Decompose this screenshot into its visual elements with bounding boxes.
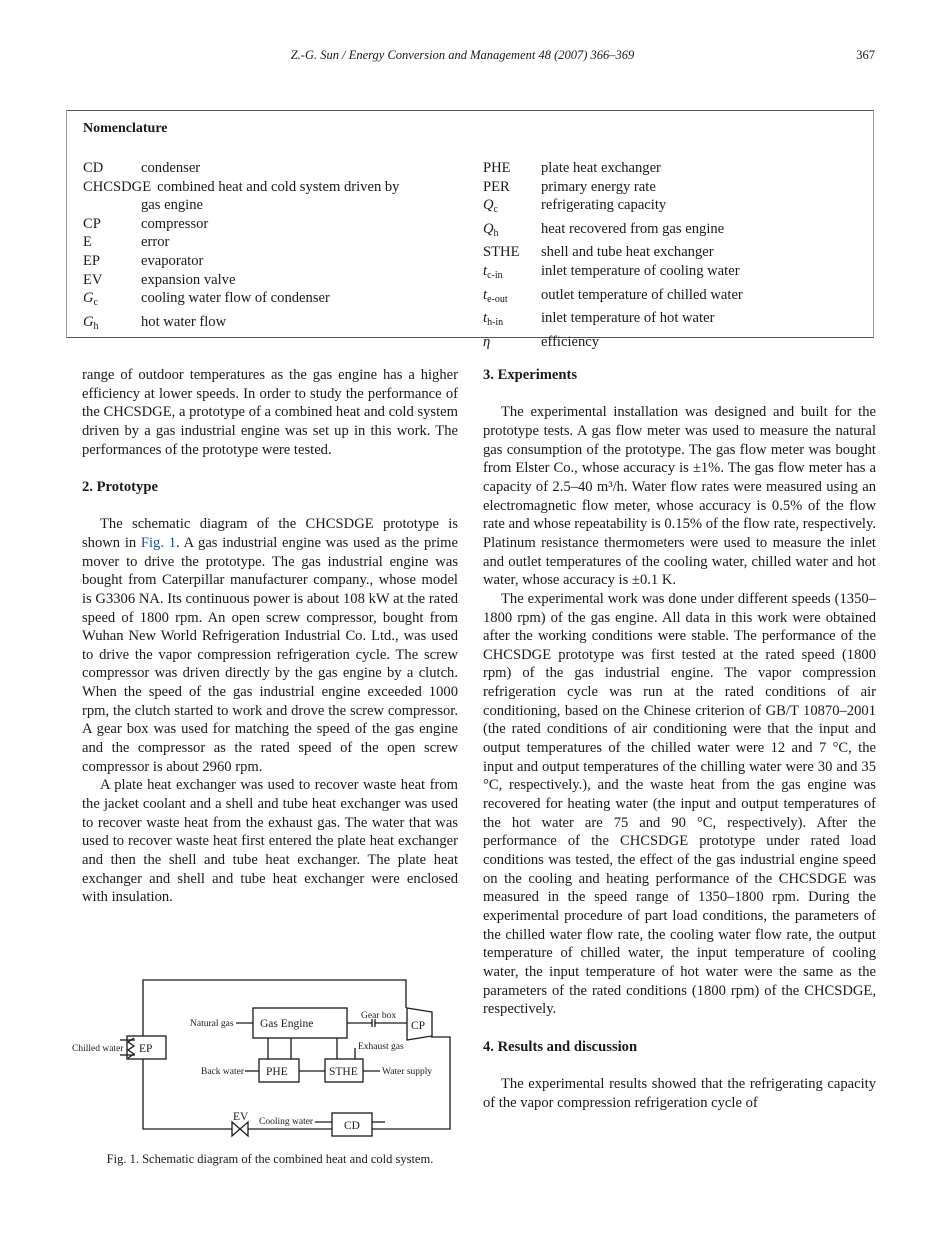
nomenclature-symbol: STHE <box>483 244 520 261</box>
nomenclature-description: inlet temperature of hot water <box>541 310 715 327</box>
label-back-water: Back water <box>201 1067 244 1077</box>
label-gas-engine: Gas Engine <box>260 1018 314 1030</box>
right-column <box>483 366 876 1112</box>
nomenclature-symbol: $t_{c-in}$ <box>483 262 503 281</box>
nomenclature-symbol: E <box>83 234 92 251</box>
label-gear-box: Gear box <box>361 1011 397 1021</box>
label-natural-gas: Natural gas <box>190 1019 234 1029</box>
fig1-link[interactable]: Fig. 1 <box>140 534 177 551</box>
nomenclature-description-continued: gas engine <box>141 197 204 214</box>
nomenclature-description: compressor <box>141 215 209 232</box>
prototype-paragraph-2: A plate heat exchanger was used to recover waste heat from the jacket coolant and a shell and tube heat exchanger was used to recover waste heat from the exhaust gas. The water that was used to recover waste heat first entered the plate heat exchanger and then the shell and tube heat exchanger. The plate heat exchanger and shell and tube heat exchanger were enclosed with insulation. <box>82 777 458 906</box>
label-exhaust-gas: Exhaust gas <box>358 1042 404 1052</box>
page-number: 367 <box>856 48 875 62</box>
nomenclature-symbol: PHE <box>483 160 511 176</box>
nomenclature-symbol: $t_{e-out}$ <box>483 286 508 305</box>
text: The schematic diagram of the CHCSDGE prototype is shown in <box>82 516 458 551</box>
expansion-valve-icon <box>232 1122 248 1136</box>
nomenclature-symbol: $G_h$ <box>83 313 99 332</box>
nomenclature-description: evaporator <box>141 252 204 269</box>
nomenclature-description: expansion valve <box>141 271 236 288</box>
figure-caption: Fig. 1. Schematic diagram of the combined heat and cold system. <box>106 1152 434 1166</box>
results-paragraph: The experimental results showed that the refrigerating capacity of the vapor compression refrigeration cycle of <box>483 1075 876 1111</box>
label-chilled-water: Chilled water <box>72 1044 124 1054</box>
nomenclature-description: combined heat and cold system driven by <box>157 178 400 195</box>
label-ep: EP <box>139 1043 153 1055</box>
nomenclature-symbol: CD <box>83 160 104 176</box>
nomenclature-description: condenser <box>141 160 201 176</box>
nomenclature-description: shell and tube heat exchanger <box>541 244 714 261</box>
nomenclature-symbol: $G_c$ <box>83 290 98 309</box>
experiments-paragraph-1: The experimental installation was designed and built for the prototype tests. A gas flow meter was used to measure the natural gas consumption of the prototype. The gas flow meter was bought from Elster Co., whose accuracy is ±1%. The gas flow meter has a capacity of 2.5–40 m³/h. Water flow rates were measured using an electromagnetic flow meter, whose accuracy is 0.5% of the flow rate and whose repeatability is 0.15% of the flow rate, respectively. Platinum resistance thermometers were used to measure the inlet and outlet temperatures of the cooling water, chilled water and hot water, whose accuracy is ±0.1 K. <box>483 404 876 589</box>
nomenclature-description: hot water flow <box>141 313 227 330</box>
nomenclature-description: outlet temperature of chilled water <box>541 286 743 303</box>
label-cd: CD <box>344 1120 360 1132</box>
section-4-heading: 4. Results and discussion <box>483 1038 638 1055</box>
nomenclature-symbol: EP <box>83 252 101 269</box>
label-phe: PHE <box>266 1066 288 1078</box>
label-water-supply: Water supply <box>382 1067 433 1077</box>
nomenclature-symbol: CHCSDGE <box>83 178 152 195</box>
nomenclature-symbol: $t_{h-in}$ <box>483 310 504 329</box>
nomenclature-description: heat recovered from gas engine <box>541 220 725 237</box>
nomenclature-description: error <box>141 234 170 251</box>
intro-paragraph: range of outdoor temperatures as the gas engine has a higher efficiency at lower speeds. In order to study the performance of the CHCSDGE, a prototype of a combined heat and cold system driven by a gas industrial engine was set up in this work. The performances of the prototype were tested. <box>82 367 458 458</box>
label-ev: EV <box>233 1111 249 1123</box>
nomenclature-description: plate heat exchanger <box>541 160 661 176</box>
nomenclature-symbol: $Q_h$ <box>483 220 499 239</box>
nomenclature-description: refrigerating capacity <box>541 197 667 214</box>
nomenclature-description: primary energy rate <box>541 178 656 195</box>
nomenclature-symbol: η <box>483 333 491 350</box>
nomenclature-symbol: EV <box>83 271 103 288</box>
nomenclature-symbol: $Q_c$ <box>483 197 498 216</box>
text: . A gas industrial engine was used as the prime mover to drive the prototype. The gas industrial engine was bought from Caterpillar manufacturer company., whose model is G3306 NA. Its continuous power is about 108 kW at the rated speed of 1800 rpm. An open screw compressor, bought from Wuhan New World Refrigeration Industrial Co. Ltd., was used to drive the vapor compression refrigeration cycle. The screw compressor was driven directly by the gas engine by a clutch. When the speed of the gas industrial engine exceeded 1000 rpm, the clutch started to work and drove the screw compressor. A gear box was used for matching the speed of the gas engine and the compressor as the rated speed of the open screw compressor is about 2960 rpm. <box>82 534 458 775</box>
label-sthe: STHE <box>329 1066 358 1078</box>
label-cooling-water: Cooling water <box>259 1117 314 1127</box>
running-title: Z.-G. Sun / Energy Conversion and Management 48 (2007) 366–369 <box>290 48 635 62</box>
nomenclature-description: inlet temperature of cooling water <box>541 262 740 279</box>
experiments-paragraph-2: The experimental work was done under different speeds (1350–1800 rpm) of the gas engine. All data in this work were obtained after the working conditions were stable. The performance of the CHCSDGE prototype was first tested at the rated speed (1800 rpm) of the gas industrial engine. The vapor compression refrigeration cycle was run at the rated conditions of air conditioning, based on the Chinese criterion of GB/T 10870–2001 (the rated conditions of air conditioning were that the input and output temperatures of the chilled water were 12 and 7 °C, the input and output temperatures of the chilling water were 30 and 35 °C, respectively.), and the waste heat from the gas engine was recovered for heating water (the input and output temperatures of the hot water are 75 and 90 °C, respectively). After the performance of the CHCSDGE prototype under rated load conditions was tested, the effect of the gas industrial engine speed on the cooling and heating performance of the CHCSDGE was measured in the speed range of 1350–1800 rpm. During the experimental procedure of part load conditions, the parameters of the chilled water flow rate, the cooling water flow rate, the output temperature of chilled water, the input temperature of cooling water, the input temperature of hot water were the same as the parameters of the rated conditions (1800 rpm) of the CHCSDGE, respectively. <box>483 590 876 1018</box>
label-cp: CP <box>411 1020 426 1032</box>
nomenclature-description: cooling water flow of condenser <box>141 290 330 307</box>
section-3-heading: 3. Experiments <box>483 367 578 383</box>
nomenclature-symbol: CP <box>83 215 101 232</box>
section-2-heading: 2. Prototype <box>82 478 158 495</box>
nomenclature-title: Nomenclature <box>83 121 168 136</box>
nomenclature-symbol: PER <box>483 178 510 195</box>
nomenclature-description: efficiency <box>541 333 600 350</box>
